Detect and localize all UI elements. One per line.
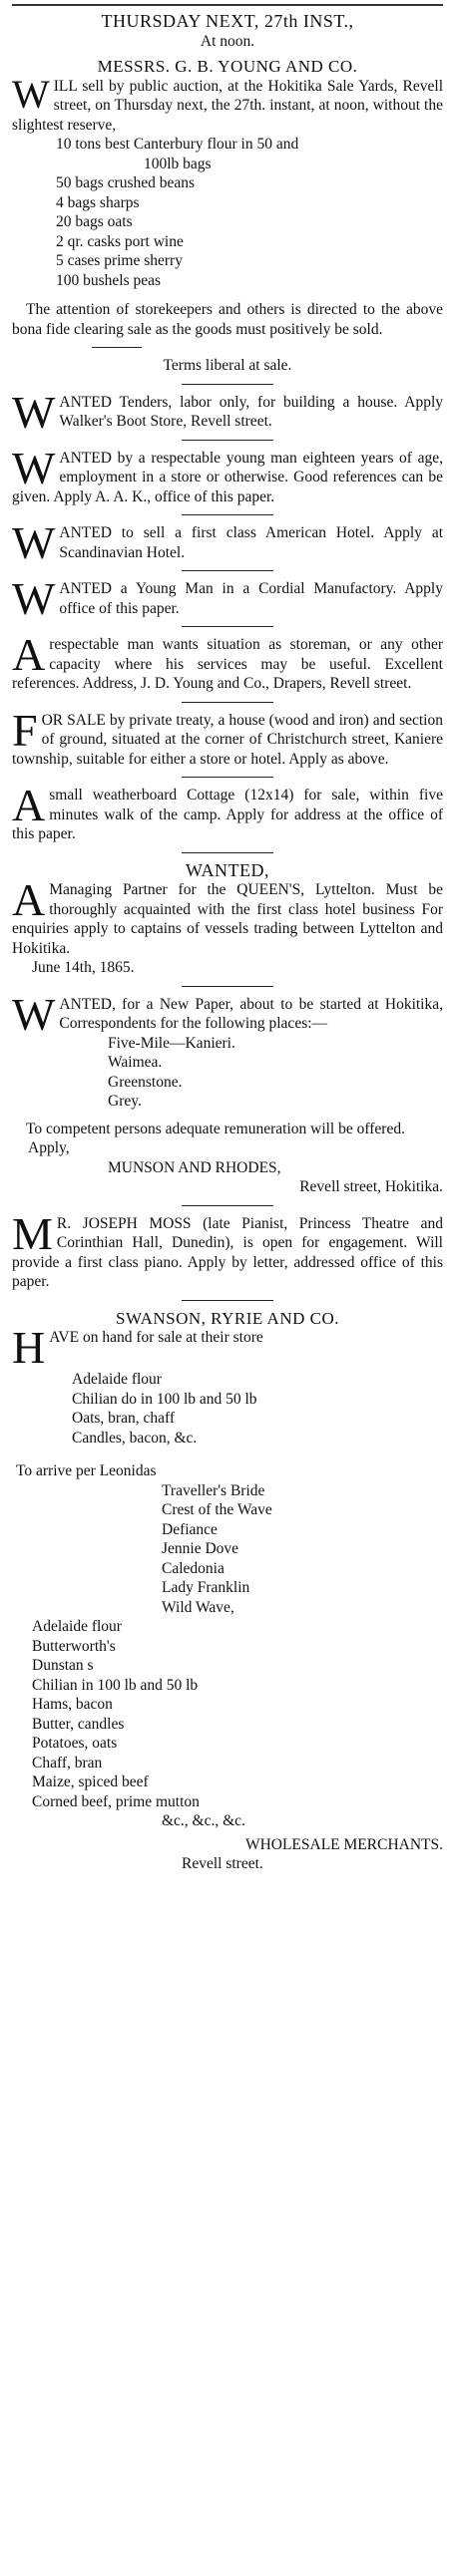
swanson-header: SWANSON, RYRIE AND CO. bbox=[116, 1308, 339, 1328]
tenders-ad bbox=[12, 386, 443, 438]
list-item: 100 bushels peas bbox=[56, 271, 162, 289]
auction-terms: Terms liberal at sale. bbox=[163, 357, 292, 374]
divider bbox=[182, 777, 273, 778]
list-item: Butterworth's bbox=[32, 1637, 116, 1655]
storeman-text: respectable man wants situation as storeman, or any other capacity where his services may be useful. Excellent references. Address, J. D. Young and Co., Drapers, Revell street. bbox=[12, 636, 443, 692]
cottage-ad bbox=[12, 780, 443, 844]
correspondents-sig2: Revell street, Hokitika. bbox=[299, 1178, 443, 1195]
divider bbox=[182, 702, 273, 703]
list-item: Jennie Dove bbox=[162, 1540, 239, 1557]
house-sale-text: OR SALE by private treaty, a house (wood and iron) and section of ground, situated at the corner of Christchurch street, Kaniere township, suitable for either a store or hotel. Apply as above. bbox=[12, 711, 443, 768]
partner-text: Managing Partner for the QUEEN'S, Lyttelton. Must be thoroughly acquainted with the first class hotel business For enquiries apply to captains of vessels trading between Lyttelton and Hokitika. bbox=[12, 881, 443, 957]
arrive-intro: To arrive per Leonidas bbox=[16, 1462, 157, 1479]
drop-cap: M bbox=[12, 1207, 53, 1259]
partner-ad bbox=[12, 861, 443, 978]
divider bbox=[182, 384, 273, 385]
list-item: Five-Mile—Kanieri. bbox=[108, 1034, 235, 1052]
list-item: Candles, bacon, &c. bbox=[72, 1429, 198, 1447]
list-item: 20 bags oats bbox=[56, 213, 133, 230]
swanson-sig2: Revell street. bbox=[182, 1855, 263, 1872]
goods-list bbox=[12, 1617, 443, 1811]
list-item: Oats, bran, chaff bbox=[72, 1410, 176, 1427]
correspondents-apply: Apply, bbox=[28, 1139, 70, 1156]
auction-header: MESSRS. G. B. YOUNG AND CO. bbox=[97, 57, 358, 76]
divider bbox=[182, 570, 273, 571]
drop-cap: W bbox=[12, 517, 56, 568]
list-item: Lady Franklin bbox=[162, 1579, 250, 1596]
divider bbox=[92, 347, 142, 348]
drop-cap: H bbox=[12, 1322, 46, 1373]
top-rule bbox=[12, 4, 443, 6]
divider bbox=[182, 440, 273, 441]
tenders-text: ANTED Tenders, labor only, for building a house. Apply Walker's Boot Store, Revell street. bbox=[59, 393, 443, 430]
auction-items bbox=[12, 135, 443, 290]
divider bbox=[182, 1300, 273, 1301]
drop-cap: W bbox=[12, 71, 50, 117]
list-item: Defiance bbox=[162, 1520, 218, 1538]
drop-cap: W bbox=[12, 573, 56, 624]
swanson-ad bbox=[12, 1309, 443, 1874]
swanson-etc: &c., &c., &c. bbox=[162, 1812, 245, 1829]
list-item: 5 cases prime sherry bbox=[56, 252, 183, 269]
young-man-ad bbox=[12, 442, 443, 507]
cordial-text: ANTED a Young Man in a Cordial Manufactory. Apply office of this paper. bbox=[59, 580, 443, 617]
moss-ad bbox=[12, 1207, 443, 1292]
list-item: Adelaide flour bbox=[72, 1371, 162, 1388]
stock-list bbox=[12, 1370, 443, 1448]
divider bbox=[182, 626, 273, 627]
list-item: Hams, bacon bbox=[32, 1696, 113, 1713]
correspondents-ad bbox=[12, 988, 443, 1197]
moss-text: R. JOSEPH MOSS (late Pianist, Princess Theatre and Corinthian Hall, Dunedin), is open for engagement. Will provide a first class piano. Apply by letter, addressed office of this paper. bbox=[12, 1214, 443, 1290]
list-item: Wild Wave, bbox=[162, 1598, 234, 1616]
correspondents-note: To competent persons adequate remuneration will be offered. bbox=[26, 1120, 405, 1137]
auction-text: ILL sell by public auction, at the Hokitika Sale Yards, Revell street, on Thursday next, the 27th. instant, at noon, without the slightest reserve, bbox=[12, 77, 443, 134]
auction-body bbox=[12, 71, 443, 136]
auction-ad bbox=[12, 4, 443, 376]
young-man-text: ANTED by a respectable young man eighteen years of age, employment in a store or otherwise. Good references can be given. Apply A. A. K., office of this paper. bbox=[12, 449, 443, 505]
drop-cap: W bbox=[12, 442, 56, 493]
list-item: Chilian do in 100 lb and 50 lb bbox=[72, 1390, 257, 1408]
ships-list bbox=[12, 1481, 443, 1618]
list-item: Maize, spiced beef bbox=[32, 1773, 149, 1790]
cottage-text: small weatherboard Cottage (12x14) for sale, within five minutes walk of the camp. Apply for address at the office of this paper. bbox=[12, 787, 443, 842]
correspondents-text: ANTED, for a New Paper, about to be started at Hokitika, Correspondents for the following places:— bbox=[59, 995, 443, 1032]
drop-cap: W bbox=[12, 988, 56, 1040]
list-item: Butter, candles bbox=[32, 1715, 125, 1733]
divider bbox=[182, 514, 273, 515]
list-item: 100lb bags bbox=[144, 155, 212, 172]
list-item: Waimea. bbox=[108, 1054, 163, 1071]
swanson-text: AVE on hand for sale at their store bbox=[49, 1329, 263, 1346]
divider bbox=[182, 852, 273, 853]
list-item: Chilian in 100 lb and 50 lb bbox=[32, 1676, 199, 1694]
list-item: 2 qr. casks port wine bbox=[56, 232, 184, 250]
drop-cap: A bbox=[12, 629, 46, 680]
swanson-sig1: WHOLESALE MERCHANTS. bbox=[244, 1835, 443, 1853]
drop-cap: A bbox=[12, 874, 46, 925]
list-item: Traveller's Bride bbox=[162, 1481, 265, 1499]
places-list bbox=[12, 1034, 443, 1112]
drop-cap: A bbox=[12, 780, 46, 830]
list-item: 50 bags crushed beans bbox=[56, 174, 196, 191]
partner-date: June 14th, 1865. bbox=[32, 959, 135, 976]
cordial-ad bbox=[12, 573, 443, 624]
list-item: Dunstan s bbox=[32, 1657, 94, 1674]
list-item: Grey. bbox=[108, 1093, 142, 1110]
list-item: Crest of the Wave bbox=[162, 1501, 272, 1518]
house-sale-ad bbox=[12, 704, 443, 770]
american-hotel-text: ANTED to sell a first class American Hotel. Apply at Scandinavian Hotel. bbox=[59, 524, 443, 561]
list-item: Adelaide flour bbox=[32, 1618, 122, 1635]
drop-cap: W bbox=[12, 386, 56, 438]
list-item: Caledonia bbox=[162, 1559, 225, 1577]
partner-heading: WANTED, bbox=[186, 859, 269, 880]
list-item: 10 tons best Canterbury flour in 50 and bbox=[56, 136, 299, 153]
auction-footer: The attention of storekeepers and others is directed to the above bona fide clearing sale as the goods must positively be sold. bbox=[12, 301, 443, 338]
divider bbox=[182, 986, 273, 987]
list-item: Corned beef, prime mutton bbox=[32, 1792, 200, 1810]
list-item: Potatoes, oats bbox=[32, 1735, 118, 1752]
divider bbox=[182, 1205, 273, 1206]
list-item: 4 bags sharps bbox=[56, 193, 140, 211]
list-item: Greenstone. bbox=[108, 1073, 183, 1091]
auction-time: At noon. bbox=[200, 32, 255, 50]
correspondents-sig1: MUNSON AND RHODES, bbox=[108, 1158, 281, 1176]
storeman-ad bbox=[12, 629, 443, 694]
list-item: Chaff, bran bbox=[32, 1754, 103, 1771]
american-hotel-ad bbox=[12, 517, 443, 568]
drop-cap: F bbox=[12, 704, 38, 756]
auction-date: THURSDAY NEXT, 27th INST., bbox=[101, 11, 354, 31]
